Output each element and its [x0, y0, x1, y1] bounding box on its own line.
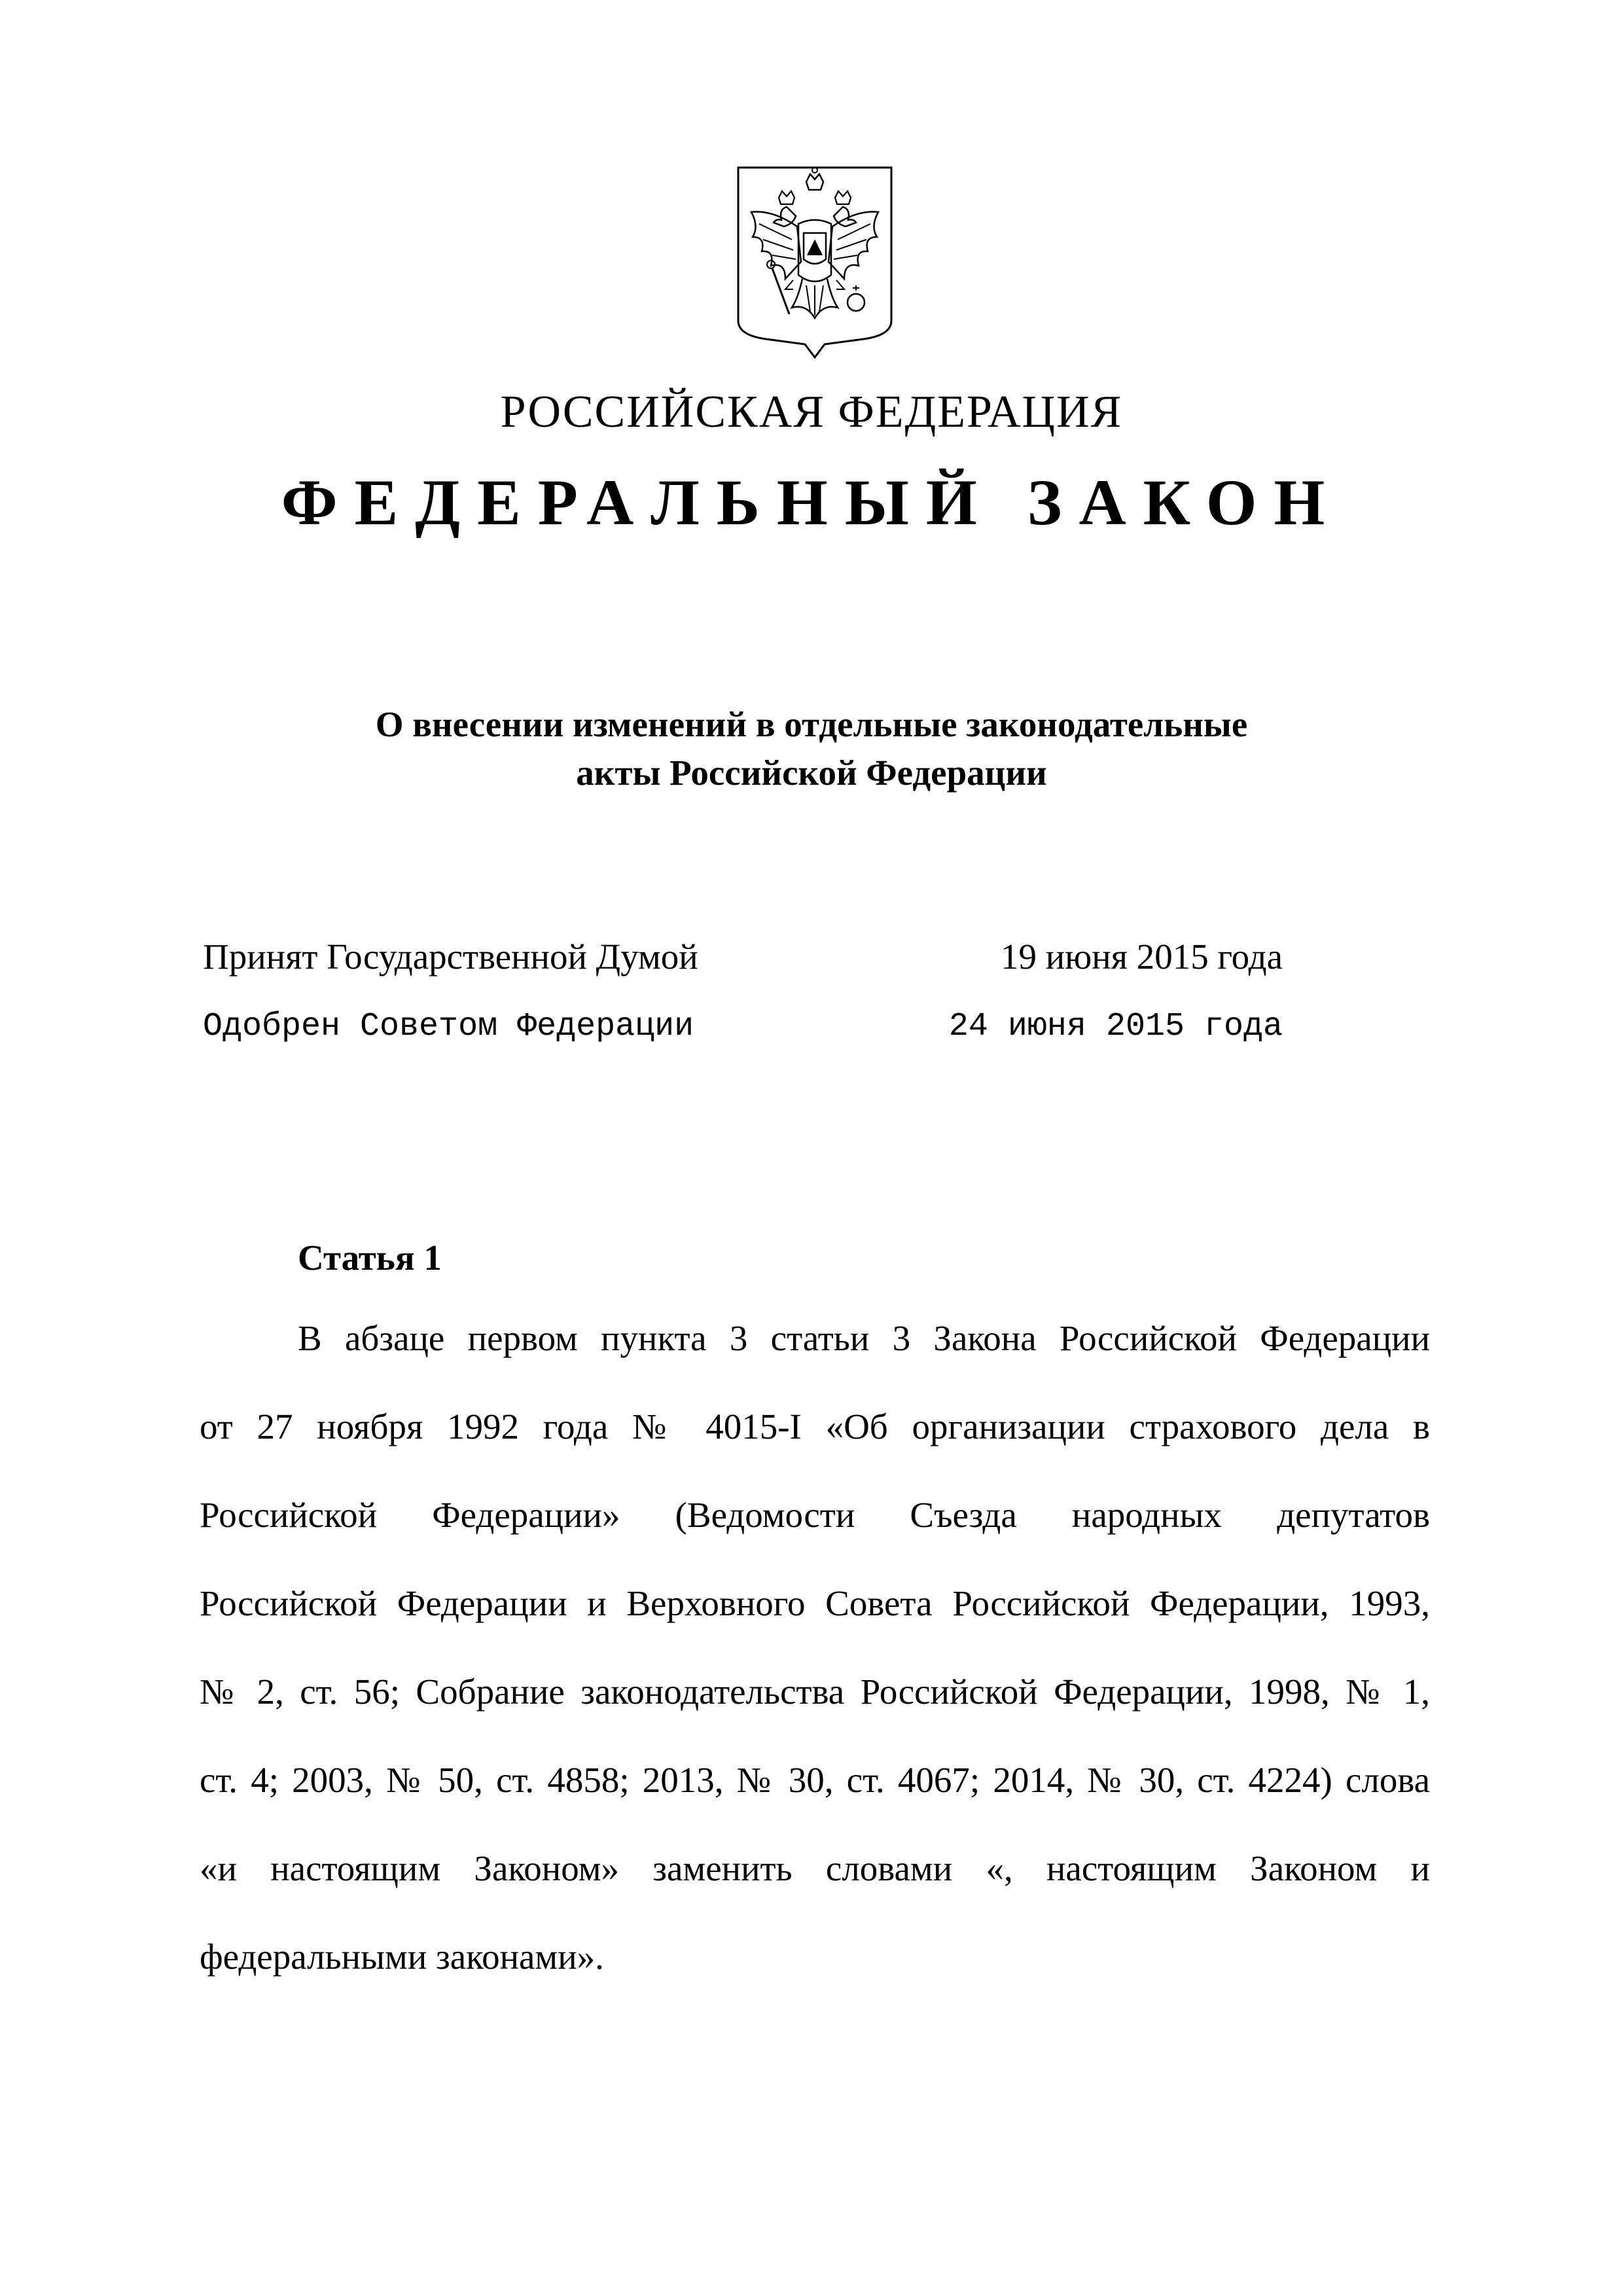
article-text-line: Российской Федерации» (Ведомости Съезда народных депутатов — [200, 1495, 1430, 1535]
coat-of-arms-emblem — [733, 164, 897, 360]
article-text-line: федеральными законами». — [200, 1937, 604, 1977]
double-headed-eagle-icon — [733, 164, 897, 360]
law-title-line: О внесении изменений в отдельные законодательные — [375, 704, 1248, 744]
article-text-line: В абзаце первом пункта 3 статьи 3 Закона Российской Федерации — [298, 1318, 1430, 1358]
law-title — [0, 700, 1623, 797]
law-title-line: акты Российской Федерации — [576, 753, 1047, 793]
article-body — [200, 1312, 1430, 2019]
article-text-line: от 27 ноября 1992 года № 4015-I «Об организации страхового дела в — [200, 1407, 1430, 1446]
adoption-label: Принят Государственной Думой — [203, 937, 698, 977]
adoption-date: 19 июня 2015 года — [1000, 937, 1283, 977]
document-type-heading: ФЕДЕРАЛЬНЫЙ ЗАКОН — [281, 466, 1342, 539]
article-heading: Статья 1 — [298, 1238, 442, 1278]
country-heading: РОССИЙСКАЯ ФЕДЕРАЦИЯ — [500, 387, 1123, 437]
article-text-line: № 2, ст. 56; Собрание законодательства Российской Федерации, 1998, № 1, — [200, 1672, 1430, 1712]
adoption-label: Одобрен Советом Федерации — [203, 1008, 694, 1045]
adoption-date: 24 июня 2015 года — [948, 1008, 1283, 1045]
article-text-line: Российской Федерации и Верховного Совета Российской Федерации, 1993, — [200, 1583, 1430, 1623]
article-text-line: «и настоящим Законом» заменить словами «, настоящим Законом и — [200, 1848, 1430, 1888]
article-text-line: ст. 4; 2003, № 50, ст. 4858; 2013, № 30, ст. 4067; 2014, № 30, ст. 4224) слова — [200, 1760, 1430, 1800]
